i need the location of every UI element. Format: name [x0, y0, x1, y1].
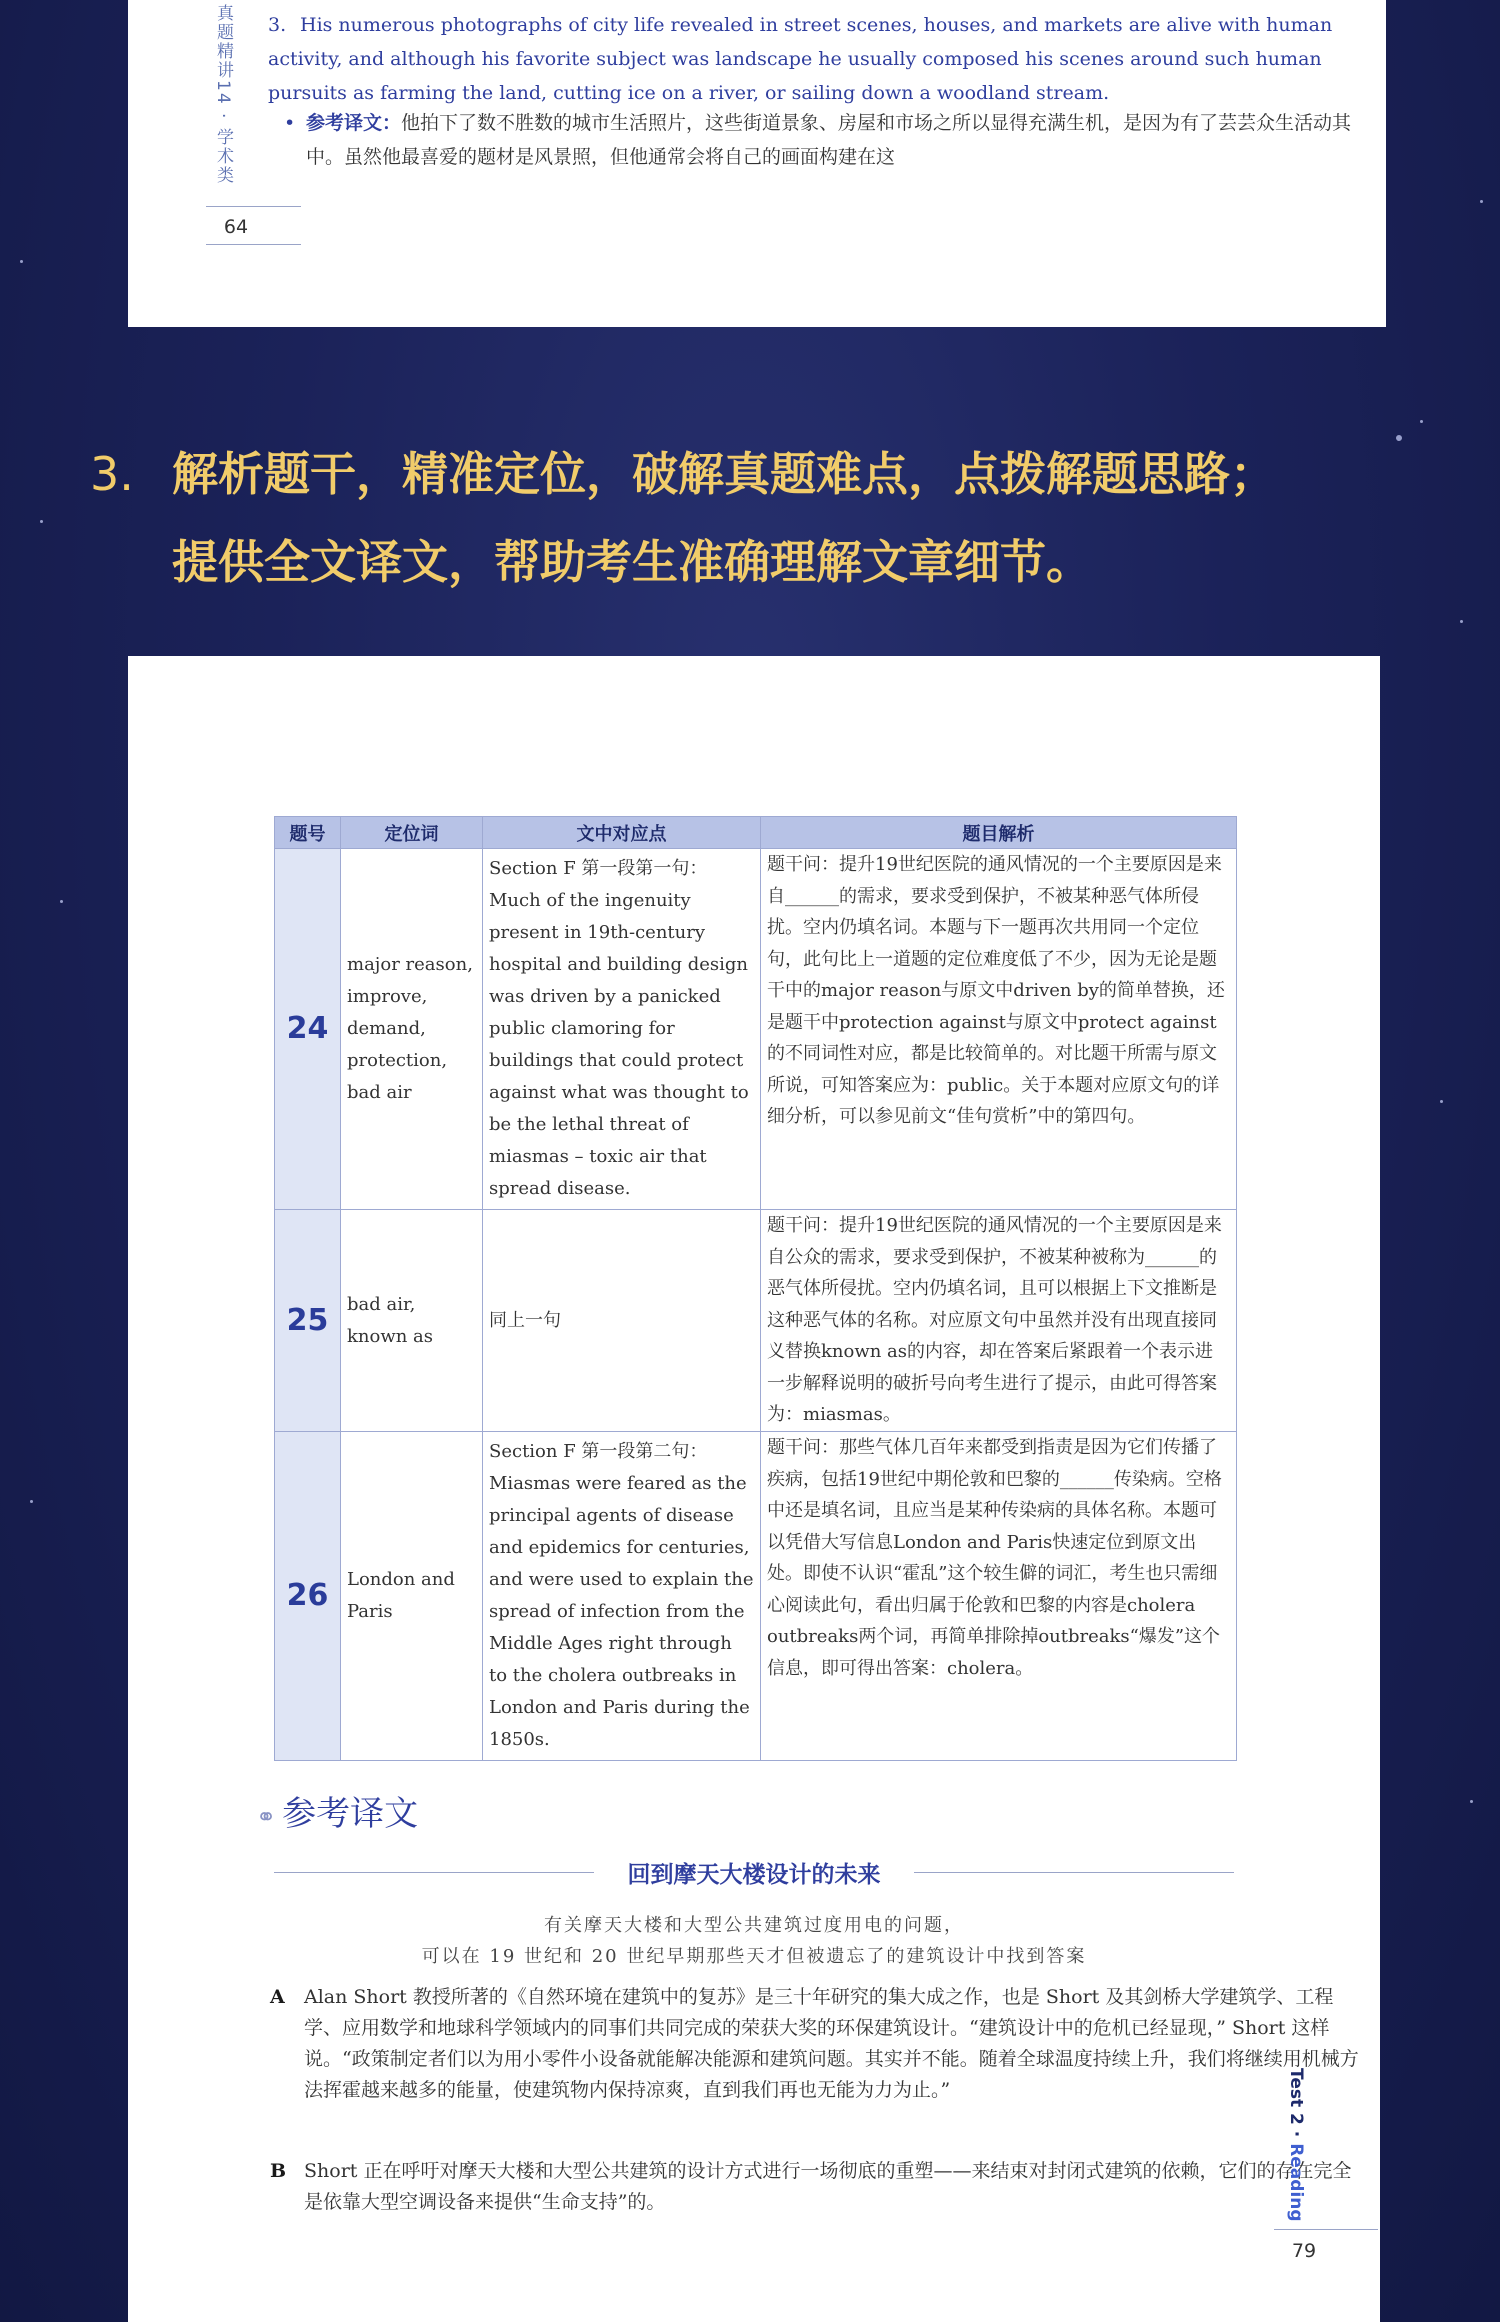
article-title: 回到摩天大楼设计的未来 [627, 1862, 881, 1888]
divider [206, 244, 301, 245]
item-number: 3. [268, 14, 287, 36]
side-reading-label: Reading [1286, 2143, 1306, 2222]
star [40, 520, 43, 523]
book-page-top [128, 0, 1386, 327]
paragraph-text: Short 正在呼吁对摩天大楼和大型公共建筑的设计方式进行一场彻底的重塑——来结束对封闭式建筑的依赖，它们的存在完全是依靠大型空调设备来提供“生命支持”的。 [304, 2160, 1352, 2213]
analysis-cell: 题干问：提升19世纪医院的通风情况的一个主要原因是来自公众的需求，要求受到保护，不被某种被称为______的恶气体所侵扰。空内仍填名词，且可以根据上下文推断是这种恶气体的名称。对应原文句中虽然并没有出现直接同义替换known as的内容，却在答案后紧跟着一个表示进一步解释说明的破折号向考生进行了提示，由此可得答案为：miasmas。 [761, 1210, 1237, 1432]
paragraph-a [270, 1982, 1359, 2106]
side-label: 真题精讲14 · 学术类 [213, 4, 233, 185]
table-row [275, 1432, 1237, 1761]
keywords-cell: bad air, known as [341, 1210, 483, 1432]
side-separator: · [1286, 2130, 1306, 2138]
ref-text: 他拍下了数不胜数的城市生活照片，这些街道景象、房屋和市场之所以显得充满生机，是因为有了芸芸众生活动其中。虽然他最喜爱的题材是风景照，但他通常会将自己的画面构建在这 [306, 112, 1352, 168]
reference-translation [284, 106, 1366, 174]
answer-analysis-table [274, 816, 1237, 1761]
location-cell: Section F 第一段第一句：Much of the ingenuity present in 19th-century hospital and building design was driven by a panicked public clamoring for buildings that could protect against what was thought to be the lethal threat of miasmas – toxic air that spread disease. [483, 849, 761, 1210]
item-text: His numerous photographs of city life revealed in street scenes, houses, and markets are alive with human activity, and although his favorite subject was landscape he usually composed his scenes around such human pursuits as farming the land, cutting ice on a river, or sailing down a woodland stream. [268, 14, 1333, 104]
star [1440, 1100, 1443, 1103]
location-cell: Section F 第一段第二句：Miasmas were feared as the principal agents of disease and epidemics for centuries, and were used to explain the spread of infection from the Middle Ages right through to the cholera outbreaks in London and Paris during the 1850s. [483, 1432, 761, 1761]
table-row [275, 849, 1237, 1210]
location-cell: 同上一句 [483, 1210, 761, 1432]
headline-number: 3. [90, 447, 134, 501]
keywords-cell: London and Paris [341, 1432, 483, 1761]
link-icon: ⚭ [256, 1803, 277, 1831]
side-test-label: Test 2 [1286, 2068, 1306, 2125]
star [20, 260, 23, 263]
divider [1274, 2229, 1378, 2230]
question-number: 25 [275, 1210, 341, 1432]
header-location: 文中对应点 [483, 817, 761, 849]
star [30, 1500, 33, 1503]
question-number: 24 [275, 849, 341, 1210]
side-section-label [1276, 2068, 1306, 2222]
divider [206, 206, 301, 207]
headline-line2: 提供全文译文，帮助考生准确理解文章细节。 [172, 535, 1092, 589]
star [1460, 620, 1463, 623]
page-number: 64 [223, 216, 249, 238]
star [60, 900, 63, 903]
paragraph-b [270, 2156, 1359, 2218]
header-analysis: 题目解析 [761, 817, 1237, 849]
keywords-cell: major reason, improve, demand, protection, bad air [341, 849, 483, 1210]
bullet-icon: • [284, 112, 296, 134]
star [1420, 420, 1423, 423]
ref-label: 参考译文： [306, 112, 402, 134]
question-number: 26 [275, 1432, 341, 1761]
paragraph-letter: A [270, 1986, 285, 2008]
header-keywords: 定位词 [341, 817, 483, 849]
article-intro-line1: 有关摩天大楼和大型公共建筑过度用电的问题， [544, 1915, 964, 1936]
headline-line1: 解析题干，精准定位，破解真题难点，点拨解题思路； [172, 447, 1276, 501]
paragraph-text: Alan Short 教授所著的《自然环境在建筑中的复苏》是三十年研究的集大成之作，也是 Short 及其剑桥大学建筑学、工程学、应用数学和地球科学领域内的同事们共同完成的荣获大奖的环保建筑设计。“建筑设计中的危机已经显现，” Short 这样说。“政策制定者们以为用小零件小设备就能解决能源和建筑问题。其实并不能。随着全球温度持续上升，我们将继续用机械方法挥霍越来越多的能量，使建筑物内保持凉爽，直到我们再也无能为力为止。” [304, 1986, 1359, 2101]
article-intro-line2: 可以在 19 世纪和 20 世纪早期那些天才但被遗忘了的建筑设计中找到答案 [421, 1946, 1087, 1967]
reference-section-label: 参考译文 [282, 1794, 419, 1834]
analysis-cell: 题干问：提升19世纪医院的通风情况的一个主要原因是来自______的需求，要求受到保护，不被某种恶气体所侵扰。空内仍填名词。本题与下一题再次共用同一个定位句，此句比上一道题的定位难度低了不少，因为无论是题干中的major reason与原文中driven by的简单替换，还是题干中protection against与原文中protect against的不同词性对应，都是比较简单的。对比题干所需与原文所说，可知答案应为：public。关于本题对应原文句的详细分析，可以参见前文“佳句赏析”中的第四句。 [761, 849, 1237, 1210]
feature-headline [90, 430, 1430, 606]
example-sentence [268, 8, 1368, 110]
page-number: 79 [1291, 2240, 1317, 2262]
star [1480, 200, 1483, 203]
reference-section-title [256, 1786, 418, 1835]
table-header-row [275, 817, 1237, 849]
table-row [275, 1210, 1237, 1432]
header-question-number: 题号 [275, 817, 341, 849]
paragraph-letter: B [270, 2160, 287, 2182]
star [1470, 1800, 1473, 1803]
analysis-cell: 题干问：那些气体几百年来都受到指责是因为它们传播了疾病，包括19世纪中期伦敦和巴黎的______传染病。空格中还是填名词，且应当是某种传染病的具体名称。本题可以凭借大写信息London and Paris快速定位到原文出处。即使不认识“霍乱”这个较生僻的词汇，考生也只需细心阅读此句，看出归属于伦敦和巴黎的内容是cholera outbreaks两个词，再简单排除掉outbreaks“爆发”这个信息，即可得出答案：cholera。 [761, 1432, 1237, 1761]
book-page-main [128, 656, 1380, 2322]
